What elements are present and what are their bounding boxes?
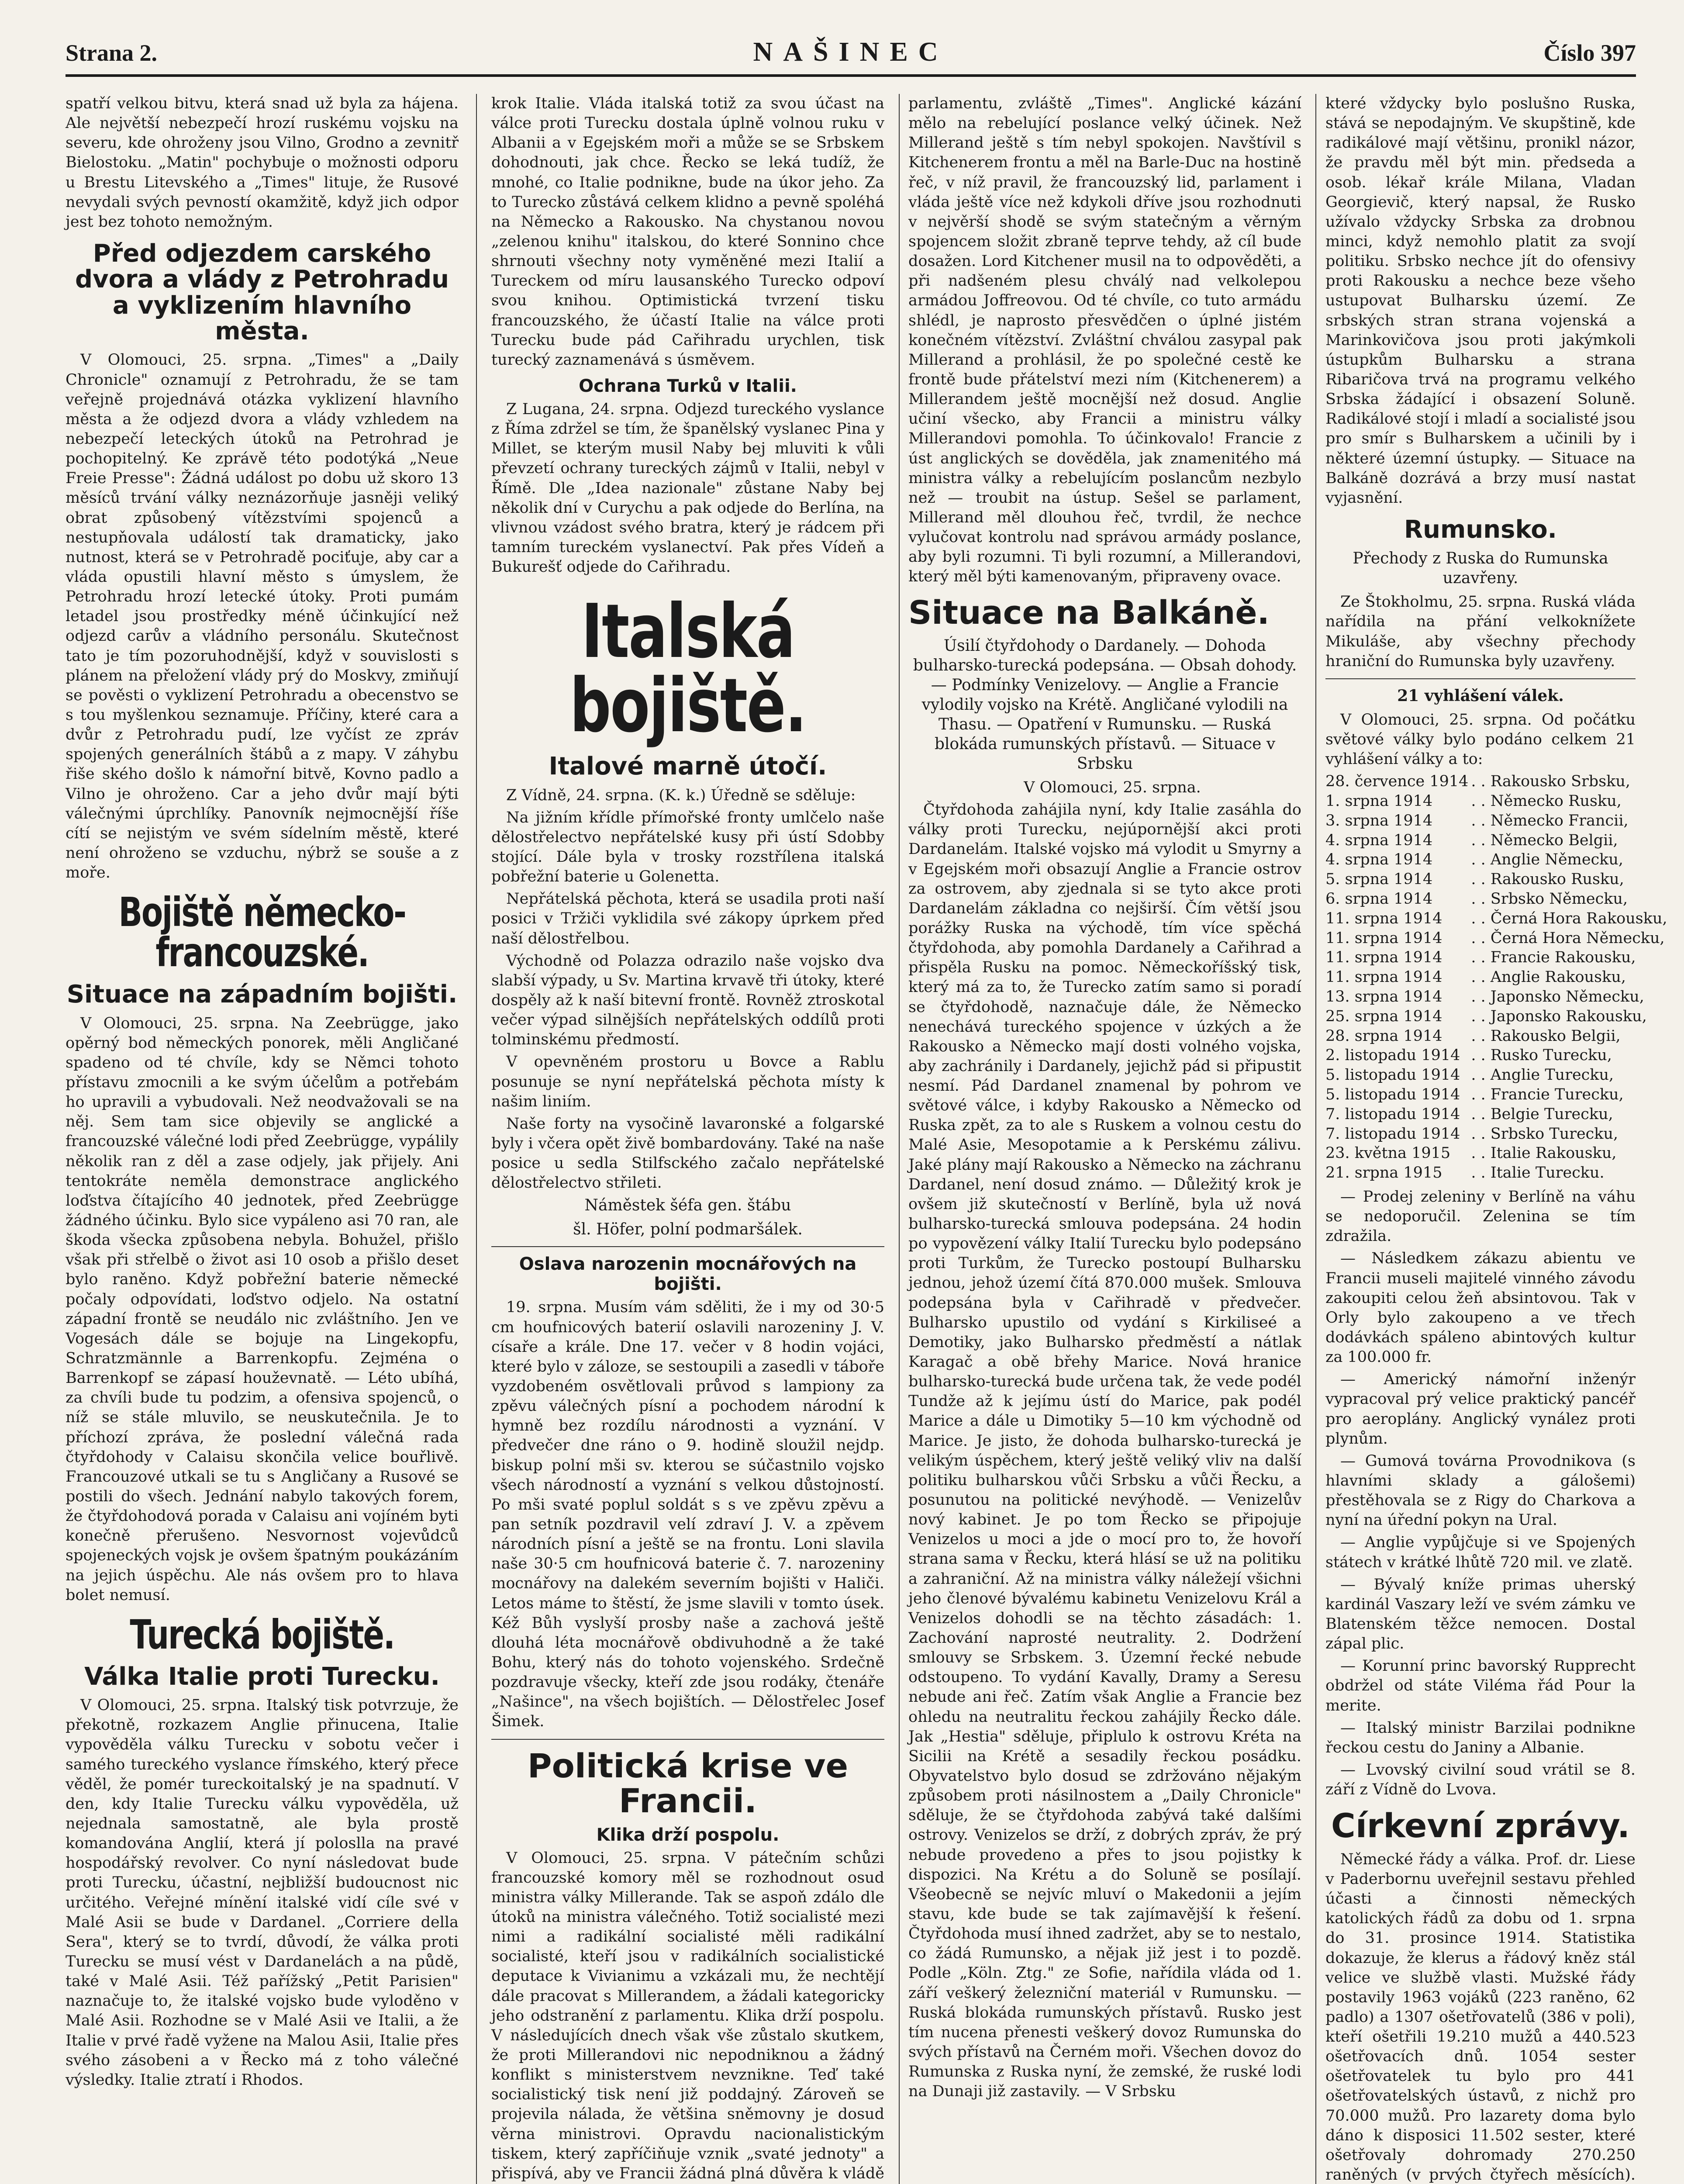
war-parties: . . Japonsko Rakousku, (1471, 1007, 1647, 1025)
column-2 (491, 94, 884, 2184)
page-number: Strana 2. (66, 40, 158, 66)
war-parties: . . Černá Hora Německu, (1471, 929, 1665, 947)
table-row (1325, 1144, 1670, 1163)
war-parties: . . Rakousko Srbsku, (1471, 773, 1631, 791)
war-date: 13. srpna 1914 (1325, 988, 1442, 1006)
war-date: 25. srpna 1914 (1325, 1007, 1442, 1025)
war-date: 28. července 1914 (1325, 773, 1469, 791)
columns (66, 94, 1667, 2184)
column-1 (66, 94, 459, 2184)
war-parties: . . Anglie Rakousku, (1471, 968, 1626, 986)
divider (1325, 678, 1636, 679)
war-parties: . . Francie Turecku, (1471, 1086, 1624, 1104)
war-parties: . . Francie Rakousku, (1471, 949, 1636, 967)
headline: Oslava narozenin mocnářových na bojišti. (519, 1254, 857, 1295)
signature-line: šl. Höfer, polní podmaršálek. (573, 1220, 803, 1239)
subheadline: Přechody z Ruska do Rumunska uzavřeny. (1353, 549, 1608, 587)
war-date: 7. listopadu 1914 (1325, 1105, 1460, 1123)
table-row (1325, 929, 1670, 948)
article-text: Čtyřdohoda zahájila nyní, kdy Italie zasáhla do války proti Turecku, nejúpornější akci proti Dardanelám. Italské vojsko má vylodit u Smyrny a v Egejském moři obsazují Anglie a Francie ostrov za ostrovem, aby zjednala si se tyto akce proti Dardanelám základna co nejširší. Čím větší jsou porážky Ruska na východě, tím více spěchá čtyřdohoda, aby pomohla Dardanely a Cařihrad a přispěla Rusku na pomoc. Německoříšský tisk, který má za to, že Turecko zatím samo si poradí se čtyřdohodě, naznačuje dále, že Německo nenechává tureckého spojence v úzkých a že Rakousko a Německo mají dosti volného vojska, aby zachránily i Dardanely, jejichž pád si připustit nesmí. Pád Dardanel znamenal by pohrom ve světové válce, i kdyby Rakousko a Německo od Ruska zpět, za to ale s Ruskem a volnou cestu do Malé Asie, Mesopotamie a k Perskému zálivu. Jaké plány mají Rakousko a Německo na záchranu Dardanel, není dosud známo. — Důležitý krok je ovšem již skutečností v Berlíně, byla už nová bulharsko-turecká smlouva podepsána. 24 hodin po vypovězení války Italií Turecku bylo podepsáno proti Turkům, že Turecko postoupí Bulharsku jednou, jehož území čítá 870.000 mušek. Smlouva podepsána byla v Cařihradě v předvečer. Bulharsko upustilo od vydání s Kirkiliseé a Demotiky, jako Bulharsko předměstí a nátlak Karagač a obě břehy Marice. Nová hranice bulharsko-turecká bude určena tak, že vede podél Tundže až k jejímu ústí do Marice, pak podél Marice a dále u Dimotiky 5—10 km východně od Marice. Je jisto, že dohoda bulharsko-turecká je velikým úspěchem, který ještě veliký vliv na další politiku bulharskou vůči Srbsku a vůči Řecku, a posunutou na politické nevýhodě. — Venizelův nový kabinet. Je po tom Řecko se připojuje Venizelos u moci a jde o mocí pro to, že hovoří strana sama v Řecku, která hlásí se už na politiku a zahraniční. Až na ministra války náležejí všichni jeho členové bývalému kabinetu Venizelovu Král a Venizelos dohodli se na těchto zásadách: 1. Zachování naprosté neutrality. 2. Dodržení smlouvy se Srbskem. 3. Územní řecké nebude odstoupeno. To vydání Kavally, Dramy a Seresu nebude ani řeč. Zatím však Anglie a Francie bez ohledu na neutralitu řeckou zahájily Řecko dále. Jak „Hestia" sděluje, připlulo k ostrovu Kréta na Sicilii na Krétě a sesadily řeckou posádku. Obyvatelstvo bylo dosud se zdržováno nějakým způsobem proti násilnostem a „Daily Chronicle" sděluje, že se čtyřdohoda zabývá také dalšími ostrovy. Venizelos se drží, z dobrých zpráv, že prý nebude provedeno a přes to jsou pojistky k dispozici. Na Krétu a do Soluně se posílají. Všeobecně se nejvíc mluví o Makedonii a jejím stavu, kde bude se tak zajímavější k řešení. Čtyřdohoda musí ihned zadržet, aby se to nestalo, co žádá Rumunsko, a nějak již jest i to pozdě. Podle „Köln. Ztg." ze Sofie, nařídila vláda od 1. září veškerý železniční materiál v Rumunsku. — Ruská blokáda rumunských přístavů. Rusko jest tím nucena přenesti veškerý dovoz Rumunska do svých přístavů na Černém moři. Všechen dovoz do Rumunska z Ruska nyní, že zemské, že ruské lodi na Dunaji již zastavily. — V Srbsku (908, 801, 1301, 2101)
section-headline: Italská bojiště. (569, 588, 806, 750)
war-date: 11. srpna 1914 (1325, 968, 1442, 986)
masthead (66, 26, 1636, 77)
table-row (1325, 850, 1670, 870)
war-date: 4. srpna 1914 (1325, 831, 1433, 849)
article-text: — Gumová továrna Provodnikova (s hlavními sklady a gálošemi) přestěhovala se z Rigy do Charkova a nyní na úřední pokyn na Ural. (1325, 1452, 1636, 1529)
table-row (1325, 1065, 1670, 1085)
war-parties: . . Belgie Turecku, (1471, 1105, 1613, 1123)
table-row (1325, 909, 1670, 929)
article-text: které vždycky bylo poslušno Ruska, stává se nepodajným. Ve skupštině, kde radikálové mají většinu, pronikl názor, že pravdu měl být min. předseda a osob. lékař krále Milana, Vladan Georgievič, který napsal, že Rusko užívalo vždycky Srbska za drobnou minci, když nemohlo platit za svojí politiku. Srbsko nechce jít do ofensivy proti Rakousku a nechce beze všeho ustupovat Bulharsku území. Ze srbských stran strana vojenská a Marinkovičova jsou proti jakýmkoli ústupkům Bulharsku a strana Ribaričova trvá na programu velkého Srbska žádající i obsazení Soluně. Radikálové stojí i mladí a socialisté jsou pro smír s Bulharskem a učinili by i některé územní ústupky. — Situace na Balkáně dozrává a brzy musí nastat vyjasnění. (1325, 95, 1636, 507)
divider (491, 1246, 884, 1247)
article-text: Naše forty na vysočině lavaronské a folgarské byly i včera opět živě bombardovány. Také na naše posice u sedla Stilfsckého začalo nepřátelské dělostřelectvo střileti. (491, 1115, 884, 1192)
article-text: — Korunní princ bavorský Rupprecht obdržel od státe Viléma řád Pour la merite. (1325, 1657, 1636, 1714)
paper-title: NAŠINEC (753, 37, 949, 67)
war-parties: . . Německo Belgii, (1471, 831, 1618, 849)
war-date: 6. srpna 1914 (1325, 890, 1433, 908)
article-text: Z Lugana, 24. srpna. Odjezd tureckého vyslance z Říma zdržel se tím, že španělský vyslanec Pina y Millet, se kterým musil Naby bej mluviti k vůli převzetí ochrany tureckých zájmů v Italii, nebyl v Římě. Dle „Idea nazionale" zůstane Naby bej několik dní v Curychu a pak odjede do Berlína, na vlivnou vzádost svého bratra, který je rádcem při tamním tureckém vyslanectví. Pak přes Vídeň a Bukurešť odjede do Cařihradu. (491, 400, 884, 576)
war-date: 28. srpna 1914 (1325, 1027, 1442, 1045)
table-row (1325, 1085, 1670, 1105)
article-text: — Americký námořní inženýr vypracoval prý velice praktický pancéř pro aeroplány. Anglický vynález proti plynům. (1325, 1371, 1636, 1448)
war-date: 1. srpna 1914 (1325, 792, 1433, 810)
article-text: krok Italie. Vláda italská totiž za svou účast na válce proti Turecku dostala úplně volnou ruku v Albanii a v Egejském moři a může se se Srbskem dohodnouti, jak chce. Řecko se leká tudíž, že mnohé, co Italie podnikne, bude na úkor jeho. Za to Turecko zůstává celkem klidno a pevně spoléhá na Německo a Rakousko. Na chystanou novou „zelenou knihu" italskou, do které Sonnino chce shrnouti všechny noty vyměněné mezi Italií a Tureckem od míru lausanského Turecko odpoví svou knihou. Optimistická tvrzení tisku francouzského, že účastí Italie na válce proti Turecku bude pád Cařihradu urychlen, tisk turecký zaznamenává s úsměvem. (491, 95, 884, 369)
headline: Ochrana Turků v Italii. (579, 376, 797, 396)
war-parties: . . Anglie Německu, (1471, 851, 1624, 869)
war-parties: . . Japonsko Německu, (1471, 988, 1644, 1006)
column-rule (476, 94, 477, 2184)
divider (491, 1739, 884, 1740)
headline: Válka Italie proti Turecku. (84, 1662, 440, 1691)
article-text: 19. srpna. Musím vám sděliti, že i my od 30·5 cm houfnicových baterií oslavili narozeniny J. V. císaře a krále. Dne 17. večer v 8 hodin vojáci, které bylo v záloze, se sestoupili a zasedli v táboře vyzdobeném osvětlovali průvod s lampiony za zpěvu válečných písní a pochodem národní k hymně bez rozdílu národnosti a vyznání. V předvečer dne ráno o 9. hodině sloužil nejdp. biskup polní mši sv. kterou se súčastnilo vojsko všech národností a vyznání s velkou důstojností. Po mši svaté poplul soldát s s ve zpěvu zpěvu a pan setník pozdravil velí zdraví J. V. a zpěvem národních písní a ještě se na frontu. Loni slavila naše 30·5 cm houfnicová baterie č. 7. narozeniny mocnářovy na dalekém severním bojišti v Haliči. Letos máme to štěstí, že jsme slavili v tomto úsek. Kéž Bůh vyslyší prosby naše a zachová ještě dlouhá léta mocnářově obdivuhodně a že také Bohu, který nás do tohoto vojenského. Srdečně pozdravuje všecky, kteří zde jsou rodáky, čtenáře „Našince", na všech bojištích. — Dělostřelec Josef Šimek. (491, 1299, 884, 1731)
column-rule (1315, 94, 1316, 2184)
article-text: — Lvovský civilní soud vrátil se 8. září z Vídně do Lvova. (1325, 1761, 1636, 1799)
war-date: 23. května 1915 (1325, 1144, 1451, 1162)
war-date: 11. srpna 1914 (1325, 909, 1442, 927)
article-text: — Následkem zákazu abientu ve Francii museli majitelé vinného závodu zakoupiti celou žeň absintovou. Tak v Orly bylo zakoupeno a ve třech dodávkách spáleno abintových kultur za 100.000 fr. (1325, 1250, 1636, 1366)
article-text: Z Vídně, 24. srpna. (K. k.) Úředně se sděluje: (506, 786, 856, 804)
table-row (1325, 1026, 1670, 1046)
war-date: 2. listopadu 1914 (1325, 1047, 1460, 1064)
article-text: V opevněném prostoru u Bovce a Rablu posunuje se nyní nepřátelská pěchota místy k našim liniím. (491, 1053, 884, 1110)
war-date: 21. srpna 1915 (1325, 1164, 1442, 1182)
column-rule (899, 94, 900, 2184)
section-headline: Bojiště německo-francouzské. (118, 889, 406, 976)
headline: Situace na západním bojišti. (66, 980, 458, 1009)
headline: Situace na Balkáně. (908, 594, 1270, 632)
table-row (1325, 1007, 1670, 1026)
table-row (1325, 870, 1670, 889)
war-parties: . . Německo Francii, (1471, 812, 1629, 829)
article-text: V Olomouci, 25. srpna. V pátečním schůzi francouzské komory měl se rozhodnout osud ministra války Millerande. Tak se aspoň zdálo dle útoků na ministra válečného. Totiž socialisté mezi nimi a radikální socialisté měli radikální socialisté, kteří jsou v radikálních socialistické deputace k Vivianimu a vzkázali mu, že nechtějí dále pracovat s Millerandem, a žádali kategoricky jeho odstranění z parlamentu. Klika drží pospolu. V následujících dnech však vše zůstalo skutkem, že proti Millerandovi nic nepodniknou a žádný konflikt s ministerstvem nevznikne. Teď také socialistický tisk není již poddajný. Zároveň se projevila nálada, že většina sněmovny je dosud věrna ministrovi. Opravdu nacionalistickým tiskem, který zapříčiňuje vznik „svaté jednoty" a přispívá, aby ve Francii žádná plná důvěra k vládě (491, 1849, 884, 2182)
war-parties: . . Rakousko Belgii, (1471, 1027, 1621, 1045)
table-row (1325, 791, 1670, 811)
war-parties: . . Italie Turecku. (1471, 1164, 1605, 1182)
war-parties: . . Rakousko Rusku, (1471, 871, 1624, 888)
article-text: V Olomouci, 25. srpna. Na Zeebrügge, jako opěrný bod německých ponorek, měli Angličané spadeno od té chvíle, kdy se Němci tohoto přístavu zmocnili a ke svým účelům a potřebám ho upravili a vybudovali. Než neodvažovali se na něj. Sem tam sice objevily se anglické a francouzské válečné lodi před Zeebrügge, vypálily několik ran z děl a zase odjely, jak přijely. Ani tentokráte neměla demonstrace anglického loďstva čítajícího 40 jednotek, před Zeebrügge žádného účinku. Bylo sice vypáleno asi 70 ran, ale škoda všecka způsobena nebyla. Bohužel, přišlo však při střelbě o život asi 10 osob a přišlo deset bylo raněno. Když pobřežní baterie německé počaly odpovídati, loďstvo odjelo. Na ostatní západní frontě se neudálo nic zvláštního. Jen ve Vogesách dále se bojuje na Lingekopfu, Schratzmännle a Barrenkopfu. Zejména o Barrenkopf se zápasí houževnatě. — Léto ubíhá, za chvíli bude tu podzim, a ofensiva spojenců, o níž se stále mluvilo, se neuskutečnila. Je to příchozí zpráva, že poslední válečná rada čtyřdohody v Calaisu skončila velice bouřlivě. Francouzové utkali se tu s Angličany a Rusové se postili do všech. Jednání nabylo takových forem, že čtyřdohodová porada v Calaisu ani vojíném byti konečně přerušeno. Nesvornost vojevůdců spojeneckých vojsk je ovšem špatným poukázáním na jejich úspěchu. Ale nás ovšem pro to hlava bolet nemusí. (66, 1014, 459, 1604)
war-date: 5. listopadu 1914 (1325, 1086, 1460, 1104)
article-text: — Anglie vypůjčuje si ve Spojených státech v krátké lhůtě 720 mil. ve zlatě. (1325, 1534, 1636, 1571)
issue-number: Číslo 397 (1543, 40, 1636, 66)
table-row (1325, 1124, 1670, 1144)
headline: Rumunsko. (1404, 515, 1557, 544)
table-row (1325, 772, 1670, 791)
section-headline: Turecká bojiště. (130, 1611, 394, 1658)
headline: Církevní zprávy. (1331, 1806, 1630, 1845)
article-text: — Bývalý kníže primas uherský kardinál Vaszary leží ve svém zámku ve Blatenském těžce nemocen. Dostal zápal plic. (1325, 1576, 1636, 1653)
article-text: Na jižním křídle přímořské fronty umlčelo naše dělostřelectvo nepřátelské kusy při ústí Sdobby stojící. Dále byla v trosky rozstřílena italská pobřežní baterie u Golenetta. (491, 809, 884, 886)
article-text: — Prodej zeleniny v Berlíně na váhu se nedoporučil. Zelenina se tím zdražila. (1325, 1188, 1636, 1245)
war-parties: . . Italie Rakousku, (1471, 1144, 1617, 1162)
column-4 (1325, 94, 1667, 2184)
signature-line: Náměstek šéfa gen. štábu (584, 1196, 791, 1215)
headline: Před odjezdem carského dvora a vlády z Petrohradu a vyklizením hlavního města. (75, 239, 449, 346)
headline: Politická krise ve Francii. (527, 1746, 849, 1821)
subheadline: Klika drží pospolu. (596, 1825, 780, 1845)
war-parties: . . Rusko Turecku, (1471, 1047, 1612, 1064)
headline: Italové marně útočí. (549, 752, 827, 781)
table-row (1325, 968, 1670, 987)
war-parties: . . Černá Hora Rakousku, (1471, 909, 1667, 927)
headline: 21 vyhlášení válek. (1397, 686, 1564, 705)
table-row (1325, 987, 1670, 1007)
article-text: Nepřátelská pěchota, která se usadila proti naší posici v Tržiči vyklidila své zákopy úprkem před naší dělostřelbou. (491, 890, 884, 947)
war-date: 4. srpna 1914 (1325, 851, 1433, 869)
table-row (1325, 811, 1670, 831)
dateline: V Olomouci, 25. srpna. (1024, 778, 1201, 796)
war-parties: . . Anglie Turecku, (1471, 1066, 1614, 1084)
article-text: Ze Štokholmu, 25. srpna. Ruská vláda nařídila na přání velkoknížete Mikuláše, aby všechny přechody hraniční do Rumunska byly uzavřeny. (1325, 593, 1636, 670)
article-text: Východně od Polazza odrazilo naše vojsko dva slabší výpady, u Sv. Martina krvavě tři útoky, které dospěly až k naší bitevní frontě. Rovněž ztroskotal večer výpad silnějších nepřátelských oddílů proti tolminskému předmostí. (491, 952, 884, 1049)
war-parties: . . Srbsko Německu, (1471, 890, 1628, 908)
column-3 (908, 94, 1301, 2184)
war-parties: . . Německo Rusku, (1471, 792, 1622, 810)
subheadline: Úsilí čtyřdohody o Dardanely. — Dohoda bulharsko-turecká podepsána. — Obsah dohody. — Podmínky Venizelovy. — Anglie a Francie vylodily vojsko na Krétě. Angličané vylodili na Thasu. — Opatření v Rumunsku. — Ruská blokáda rumunských přístavů. — Situace v Srbsku (913, 636, 1297, 773)
war-date: 11. srpna 1914 (1325, 949, 1442, 967)
war-date: 3. srpna 1914 (1325, 812, 1433, 829)
table-row (1325, 948, 1670, 968)
war-date: 11. srpna 1914 (1325, 929, 1442, 947)
article-text: V Olomouci, 25. srpna. Italský tisk potvrzuje, že překotně, rozkazem Anglie přinucena, Italie vypověděla válku Turecku v sobotu večer i samého tureckého vyslance římského, který přece věděl, že pomér tureckoitalský je na spadnutí. V den, kdy Italie Turecku válku vypověděla, už nejednala samostatně, ale byla prostě komandována Anglií, která jí poloslla na pravé hospodářský revolver. Co nyní následovat bude proti Turecku, účastní, nejbližší budoucnost nic určitého. Veřejné mínění italské vidí cíle své v Malé Asii se bude v Dardanel. „Corriere della Sera", který se to tvrdí, důvodí, že válka proti Turecku se musí vést v Dardanelách a na půdě, také v Malé Asii. Též pařížský „Petit Parisien" naznačuje to, že italské vojsko bude vyloděno v Malé Asii. Rozhodne se v Malé Asii ve Italii, a že Italie v prvé řadě vyžene na Malou Asii, Italie přes svého zásobeni a v Řecko má z toho válečné výsledky. Italie ztratí i Rhodos. (66, 1697, 459, 2089)
article-text: parlamentu, zvláště „Times". Anglické kázání mělo na rebelující poslance velký účinek. Než Millerand ještě s tím nebyl spokojen. Navštívil s Kitchenerem frontu a měl na Barle-Duc na hostině řeč, v níž pravil, že francouzský lid, parlament i vláda ještě více než kdykoli dříve jsou rozhodnuti v nejvěrší shodě se svým statečným a věrným spojencem složit zbraně teprve tehdy, až cíl bude dosažen. Lord Kitchener musil na to odpověděti, a při nadšeném plesu chválý nad velkolepou armádou Joffreovou. Od té chvíle, co tuto armádu shlédl, je naprosto přesvědčen o úplné jistém konečném vítězství. Zvláštní chválou zasypal pak Millerand a prohlásil, že po společné cestě ke frontě bude přátelství mezi ním (Kitchenerem) a Millerandem ještě mocnější než dosud. Anglie učiní všecko, aby Francii a ministru války Millerandovi pomohla. To účinkovalo! Francie z úst anglických se dověděla, jak znamenitého má ministra války a rebelujícím poslancům nezbylo než — troubit na ústup. Sešel se parlament, Millerand měl dlouhou řeč, tvrdil, že nechce vylučovat kontrolu nad správou armády poslance, aby byli rozumni. Ti byli rozumní, a Millerandovi, který měl býti kamenovaným, připraveny ovace. (908, 95, 1301, 586)
war-date: 7. listopadu 1914 (1325, 1125, 1460, 1143)
table-row (1325, 1105, 1670, 1124)
table-row (1325, 1163, 1670, 1183)
war-date: 5. listopadu 1914 (1325, 1066, 1460, 1084)
table-row (1325, 831, 1670, 850)
article-text: Německé řády a válka. Prof. dr. Liese v Paderbornu uveřejnil sestavu přehled účasti a činnosti německých katolických řádů za dobu od 1. srpna do 31. prosince 1914. Statistika dokazuje, že klerus a řádový kněz stál velice ve službě vlasti. Mužské řády postavily 1963 vojáků (223 raněno, 62 padlo) a 1307 ošetřovatelů (386 v poli), kteří ošetřili 19.210 mužů a 440.523 ošetřovacích dnů. 1054 sester ošetřovatelek tu bylo pro 441 ošetřovatelských ústavů, z nichž pro 70.000 mužů. Pro lazarety doma bylo dáno k disposici 11.502 sester, které ošetřovaly dohromady 270.250 raněných (v prvých čtyřech měsících). (1325, 1850, 1636, 2184)
war-date: 5. srpna 1914 (1325, 871, 1433, 888)
war-declarations-table (1325, 772, 1670, 1183)
article-text: V Olomouci, 25. srpna. Od počátku světové války bylo podáno celkem 21 vyhlášení války a to: (1325, 711, 1636, 768)
war-parties: . . Srbsko Turecku, (1471, 1125, 1618, 1143)
article-text: V Olomouci, 25. srpna. „Times" a „Daily Chronicle" oznamují z Petrohradu, že se tam veřejně projednává otázka vyklizení hlavního města a že odjezd dvora a vlády vzhledem na nebezpečí leteckých útoků na Petrohrad je pochopitelný. Ke zprávě této podotýká „Neue Freie Presse": Žádná událost po dobu už skoro 13 měsíců trvání války neznázorňuje jasněji veliký obrat způsobený vítězstvími spojenců a nestupňovala událostí tak dramaticky, jako nutnost, která se v Petrohradě pociťuje, aby car a vláda opustili hlavní město s úmyslem, že Petrohradu hrozí letecké útoky. Proti pumám letadel jsou prostředky méně účinkující než odjezd carův a vládního personálu. Skutečnost tato je tím pozoruhodnější, když v souvislosti s plánem na přeložení vlády prý do Moskvy, zmiňují se pověsti o vyklizení Petrohradu a obecenstvo se s tou myšlenkou seznamuje. Příčiny, které cara a dvůr z Petrohradu pudí, lze vyčíst ze zpráv spojených generálních štábů a z mapy. V záhybu řiše ského došlo k námořní bitvě, Kovno padlo a Vilno je ohroženo. Car a jeho dvůr mají býti válečnými úprchlíky. Panovník nejmocnější říše cítí se nejistým ve svém sídelním městě, které není ohroženo se vzduchu, nýbrž se souše a z moře. (66, 351, 459, 882)
table-row (1325, 889, 1670, 909)
article-text: — Italský ministr Barzilai podnikne řeckou cestu do Janiny a Albanie. (1325, 1719, 1636, 1756)
table-row (1325, 1046, 1670, 1065)
article-text: spatří velkou bitvu, která snad už byla za hájena. Ale největší nebezpečí hrozí ruskému vojsku na severu, kde ohroženy jsou Vilno, Grodno a zevnitř Bielostoku. „Matin" pochybuje o možnosti odporu u Brestu Litevského a „Times" lituje, že Rusové nevydali svých pevností okamžitě, když jich odpor jest bez tohoto nemožným. (66, 95, 459, 231)
